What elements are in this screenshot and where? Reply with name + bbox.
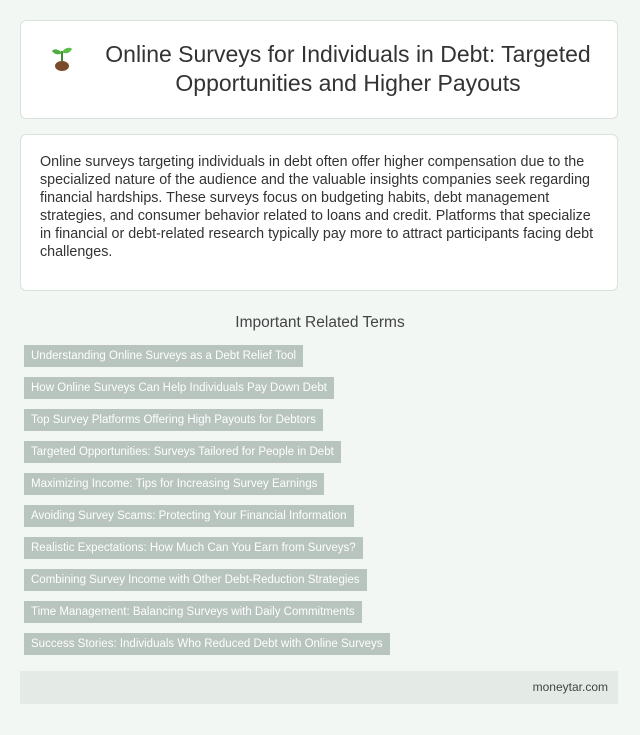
related-term-tag[interactable]: Top Survey Platforms Offering High Payouts for Debtors xyxy=(24,409,323,431)
related-terms-heading: Important Related Terms xyxy=(235,314,405,331)
footer-bar xyxy=(20,671,618,704)
related-term-tag[interactable]: Realistic Expectations: How Much Can You Earn from Surveys? xyxy=(24,537,363,559)
page-title: Online Surveys for Individuals in Debt: Targeted Opportunities and Higher Payouts xyxy=(105,41,591,96)
related-term-tag[interactable]: Targeted Opportunities: Surveys Tailored for People in Debt xyxy=(24,441,341,463)
sprout-icon xyxy=(50,44,74,72)
related-term-tag[interactable]: Success Stories: Individuals Who Reduced Debt with Online Surveys xyxy=(24,633,390,655)
intro-paragraph: Online surveys targeting individuals in debt often offer higher compensation due to the specialized nature of the audience and the valuable insights companies seek regarding financial hardships. These surveys focus on budgeting habits, debt management strategies, and consumer behavior related to loans and credit. Platforms that specialize in financial or debt-related research typically pay more to attract participants facing debt challenges. xyxy=(40,154,594,260)
related-term-tag[interactable]: Combining Survey Income with Other Debt-Reduction Strategies xyxy=(24,569,367,591)
related-term-tag[interactable]: Time Management: Balancing Surveys with Daily Commitments xyxy=(24,601,362,623)
footer-site-name[interactable]: moneytar.com xyxy=(532,680,608,694)
related-term-tag[interactable]: Avoiding Survey Scams: Protecting Your Financial Information xyxy=(24,505,354,527)
related-term-tag[interactable]: How Online Surveys Can Help Individuals Pay Down Debt xyxy=(24,377,334,399)
related-term-tag[interactable]: Understanding Online Surveys as a Debt Relief Tool xyxy=(24,345,303,367)
related-term-tag[interactable]: Maximizing Income: Tips for Increasing Survey Earnings xyxy=(24,473,324,495)
related-terms-list xyxy=(24,345,390,665)
